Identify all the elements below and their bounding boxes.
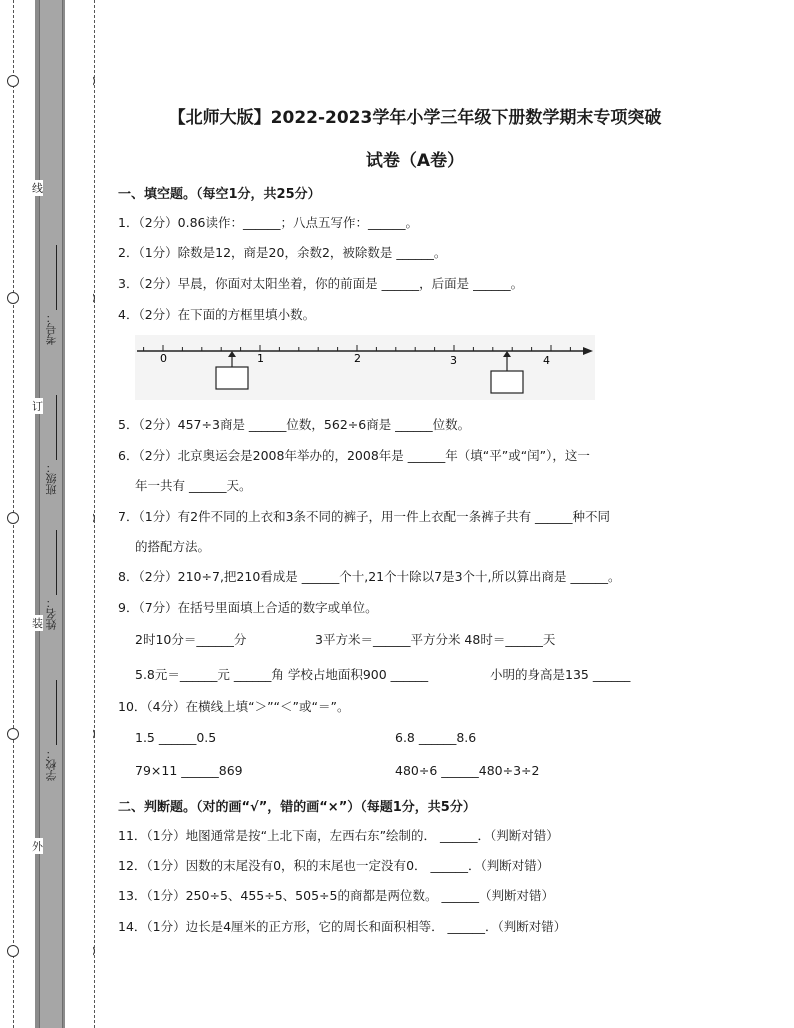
question-6: 6．（2分）北京奥运会是2008年举办的，2008年是 ______年（填“平”或“闰”），这一 [118,448,590,463]
tick-label-3: 3 [450,354,457,367]
outer-mark-ding: 订 [32,400,43,413]
answer-box-1 [216,367,248,389]
binding-hole [7,728,19,740]
tick-label-1: 1 [257,352,264,365]
outer-mark-zhuang: 装 [32,617,43,630]
question-6-cont: 年一共有 ______天。 [135,478,252,493]
field-class-line [56,395,57,460]
question-10: 10．（4分）在横线上填“＞”“＜”或“＝”。 [118,699,350,714]
gray-binding-strip [35,0,65,1028]
question-1: 1．（2分）0.86读作：______；八点五写作：______。 [118,215,418,230]
field-exam-number-label: 考号： [45,312,58,345]
question-9: 9．（7分）在括号里面填上合适的数字或单位。 [118,600,378,615]
q10-item-a: 1.5 ______0.5 [135,730,217,745]
question-7: 7．（1分）有2件不同的上衣和3条不同的裤子，用一件上衣配一条裤子共有 ______种不同 [118,509,611,524]
question-5: 5．（2分）457÷3商是 ______位数，562÷6商是 ______位数。 [118,417,471,432]
q10-item-d: 480÷6 ______480÷3÷2 [395,763,540,778]
question-3: 3．（2分）早晨，你面对太阳坐着，你的前面是 ______，后面是 ______。 [118,276,524,291]
number-line-figure [135,335,595,400]
q10-item-c: 79×11 ______869 [135,763,243,778]
answer-box-2 [491,371,523,393]
outer-mark-wai: 外 [32,840,43,853]
section-heading-fill-blank: 一、填空题。（每空1分，共25分） [118,187,321,202]
binding-hole [7,512,19,524]
binding-hole [7,75,19,87]
q9-item-c: 5.8元＝______元 ______角 学校占地面积900 ______ [135,667,429,682]
tick-label-0: 0 [160,352,167,365]
field-school-label: 学校： [45,748,58,781]
question-4: 4．（2分）在下面的方框里填小数。 [118,307,316,322]
question-13: 13．（1分）250÷5、455÷5、505÷5的商都是两位数。 ______（判断对错） [118,888,554,903]
tick-label-4: 4 [543,354,550,367]
page-title: 【北师大版】2022-2023学年小学三年级下册数学期末专项突破 [168,108,662,128]
field-name-line [56,530,57,595]
tick-label-2: 2 [354,352,361,365]
binding-hole [7,945,19,957]
q9-item-a: 2时10分＝______分 [135,632,247,647]
q10-item-b: 6.8 ______8.6 [395,730,477,745]
section-heading-true-false: 二、判断题。（对的画“√”，错的画“×”）（每题1分，共5分） [118,800,476,815]
question-7-cont: 的搭配方法。 [135,539,211,554]
field-class-label: 班级： [45,462,58,495]
field-exam-number-line [56,245,57,310]
question-12: 12．（1分）因数的末尾没有0，积的末尾也一定没有0． ______．（判断对错） [118,858,550,873]
q9-item-d: 小明的身高是135 ______ [490,667,631,682]
q9-item-b: 3平方米＝______平方分米 48时＝______天 [315,632,556,647]
info-strip [66,0,93,1028]
question-8: 8．（2分）210÷7,把210看成是 ______个十,21个十除以7是3个十,所以算出商是 ______。 [118,569,621,584]
question-14: 14．（1分）边长是4厘米的正方形，它的周长和面积相等． ______．（判断对错） [118,919,567,934]
field-name-label: 姓名： [45,597,58,630]
field-school-line [56,680,57,745]
outer-mark-xian: 线 [32,182,43,195]
binding-hole [7,292,19,304]
question-2: 2．（1分）除数是12，商是20，余数2，被除数是 ______。 [118,245,447,260]
question-11: 11．（1分）地图通常是按“上北下南，左西右东”绘制的． ______．（判断对错） [118,828,559,843]
page-subtitle: 试卷（A卷） [365,151,465,171]
